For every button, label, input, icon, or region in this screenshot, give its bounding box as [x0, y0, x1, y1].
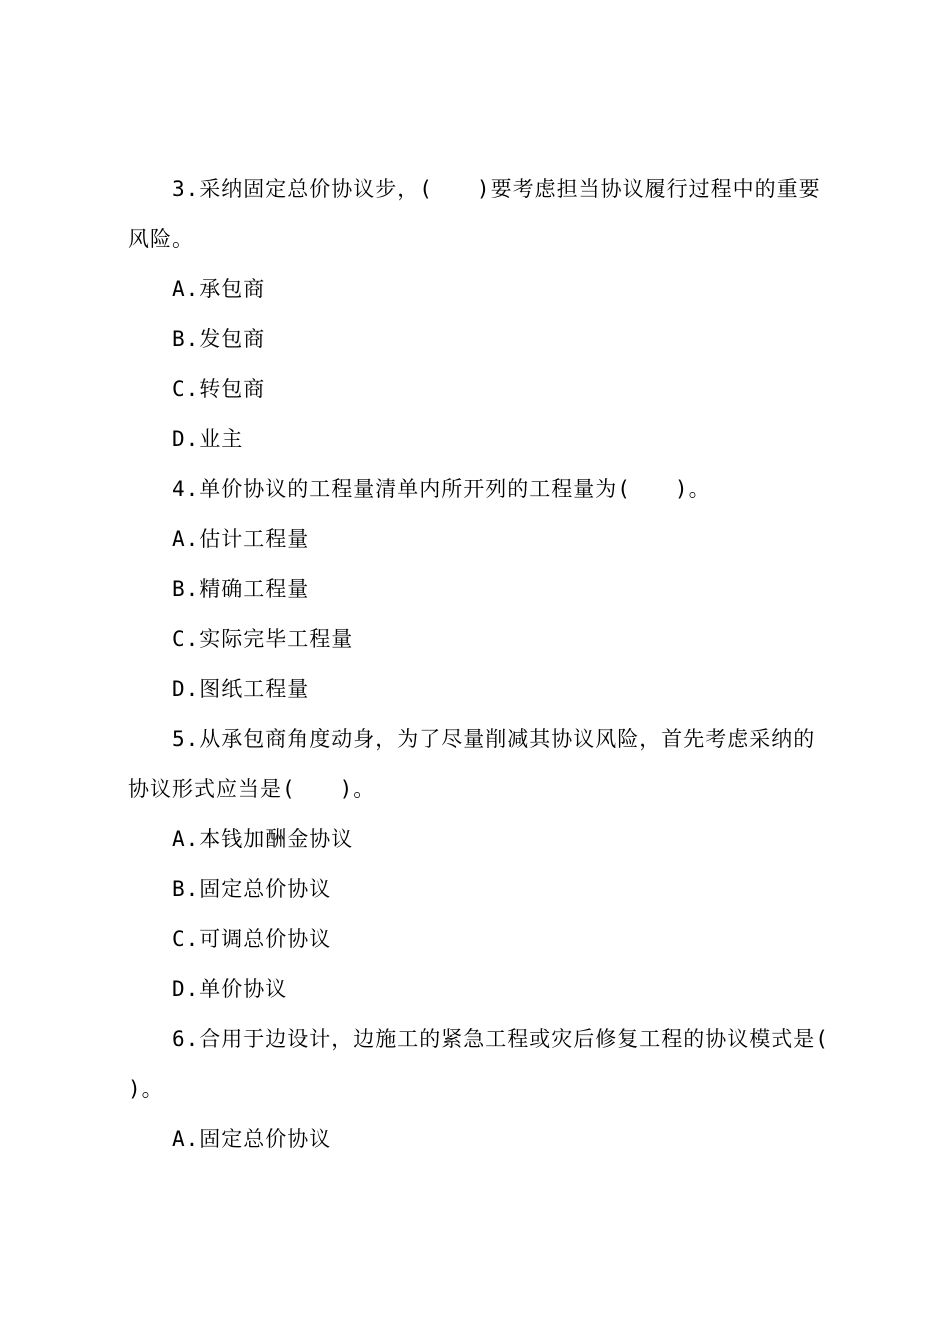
option-b: B.固定总价协议 [172, 877, 332, 901]
question-stem: 6.合用于边设计，边施工的紧急工程或灾后修复工程的协议模式是( [172, 1027, 829, 1051]
option-b: B.发包商 [172, 327, 266, 351]
question-stem: 5.从承包商角度动身，为了尽量削减其协议风险，首先考虑采纳的 [172, 727, 816, 751]
question-stem: 4.单价协议的工程量清单内所开列的工程量为( )。 [172, 477, 711, 501]
question-3 [128, 164, 833, 464]
question-stem: 3.采纳固定总价协议步，( )要考虑担当协议履行过程中的重要 [172, 177, 821, 201]
question-4 [128, 464, 833, 714]
option-a: A.承包商 [172, 277, 266, 301]
question-6 [128, 1014, 833, 1164]
option-d: D.单价协议 [172, 977, 288, 1001]
option-d: D.图纸工程量 [172, 677, 310, 701]
question-stem-continued: 风险。 [128, 227, 194, 251]
option-c: C.实际完毕工程量 [172, 627, 354, 651]
question-stem-continued: 协议形式应当是( )。 [128, 777, 376, 801]
option-a: A.估计工程量 [172, 527, 310, 551]
option-a: A.本钱加酬金协议 [172, 827, 354, 851]
question-5 [128, 714, 833, 1014]
document-body [128, 164, 833, 1164]
option-c: C.转包商 [172, 377, 266, 401]
option-c: C.可调总价协议 [172, 927, 332, 951]
option-b: B.精确工程量 [172, 577, 310, 601]
question-stem-continued: )。 [128, 1077, 164, 1101]
option-a: A.固定总价协议 [172, 1127, 332, 1151]
option-d: D.业主 [172, 427, 244, 451]
